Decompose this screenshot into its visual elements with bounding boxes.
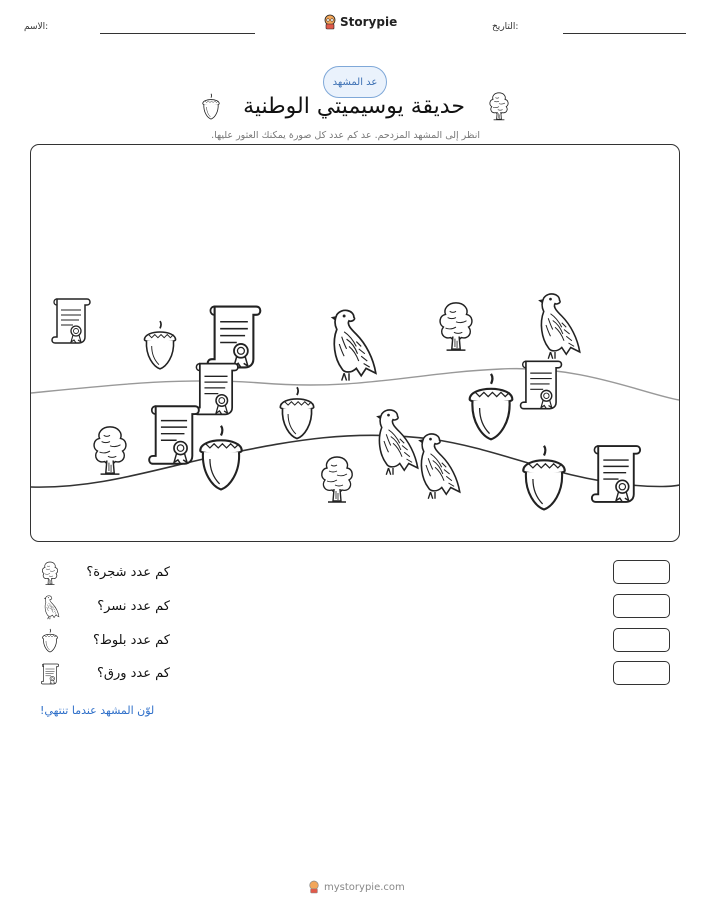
- tree-icon: [94, 427, 126, 474]
- date-line[interactable]: [563, 33, 686, 34]
- acorn-icon: [200, 426, 242, 490]
- question-text: كم عدد ورق؟: [96, 666, 170, 681]
- question-text: كم عدد نسر؟: [97, 599, 170, 614]
- question-text: كم عدد بلوط؟: [92, 633, 170, 648]
- counting-scene: [30, 144, 680, 542]
- scroll-icon: [208, 307, 261, 368]
- scroll-icon: [149, 406, 199, 464]
- date-label: التاريخ:: [492, 22, 519, 32]
- activity-badge: عد المشهد: [323, 66, 387, 98]
- scroll-icon: [194, 364, 238, 415]
- question-row: [0, 628, 709, 652]
- tree-icon: [40, 560, 60, 586]
- hill-line-upper: [31, 369, 679, 400]
- tree-icon: [487, 90, 511, 122]
- scroll-icon: [592, 446, 640, 502]
- color-instruction: لوّن المشهد عندما تنتهي!: [40, 704, 155, 717]
- tree-icon: [440, 303, 472, 350]
- brand-logo: [323, 14, 397, 30]
- acorn-icon: [280, 387, 313, 438]
- name-line[interactable]: [100, 33, 255, 34]
- storypie-mascot-icon: [323, 14, 337, 30]
- footer: [308, 880, 405, 894]
- name-label: الاسم:: [24, 22, 49, 32]
- acorn-icon: [200, 92, 222, 122]
- eagle-icon: [40, 594, 60, 620]
- answer-box[interactable]: [613, 594, 670, 618]
- acorn-icon: [470, 374, 513, 439]
- tree-icon: [322, 457, 352, 502]
- question-row: [0, 560, 709, 584]
- acorn-icon: [40, 628, 60, 654]
- eagle-icon: [331, 310, 376, 380]
- scroll-icon: [521, 361, 562, 408]
- instructions: انظر إلى المشهد المزدحم. عد كم عدد كل صورة يمكنك العثور عليها.: [211, 130, 480, 141]
- acorn-icon: [144, 321, 175, 369]
- eagle-icon: [376, 410, 418, 475]
- question-row: [0, 661, 709, 685]
- footer-site[interactable]: mystorypie.com: [324, 881, 405, 893]
- storypie-mascot-icon: [308, 880, 320, 894]
- acorn-icon: [523, 446, 565, 510]
- eagle-icon: [538, 294, 580, 359]
- answer-box[interactable]: [613, 661, 670, 685]
- brand-name: Storypie: [340, 15, 398, 29]
- question-row: [0, 594, 709, 618]
- answer-box[interactable]: [613, 560, 670, 584]
- hill-line-lower: [31, 435, 679, 487]
- answer-box[interactable]: [613, 628, 670, 652]
- page-title: حديقة يوسيميتي الوطنية: [243, 94, 465, 119]
- scroll-icon: [40, 661, 60, 687]
- question-text: كم عدد شجرة؟: [86, 565, 170, 580]
- scroll-icon: [52, 299, 90, 343]
